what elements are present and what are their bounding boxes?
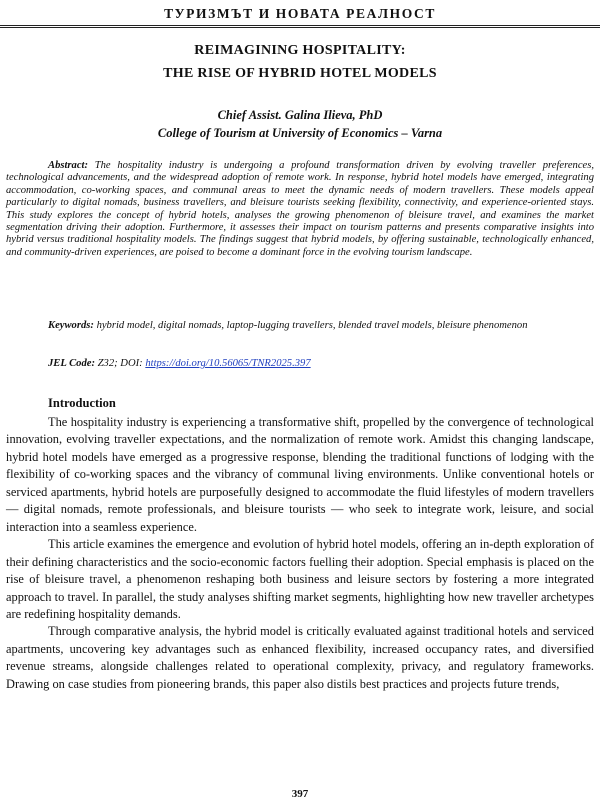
keywords-text: hybrid model, digital nomads, laptop-lugging travellers, blended travel models, bleisure phenomenon bbox=[96, 320, 528, 331]
introduction-body bbox=[6, 414, 594, 693]
jel-label: JEL Code: bbox=[48, 358, 95, 369]
keywords-label: Keywords: bbox=[48, 320, 94, 331]
abstract bbox=[6, 160, 594, 259]
author-name: Chief Assist. Galina Ilieva, PhD bbox=[217, 108, 383, 122]
doi-link[interactable]: https://doi.org/10.56065/TNR2025.397 bbox=[145, 358, 311, 369]
page-number: 397 bbox=[291, 788, 309, 800]
abstract-label: Abstract: bbox=[48, 160, 89, 171]
article-title-line-2: THE RISE OF HYBRID HOTEL MODELS bbox=[163, 66, 437, 81]
running-title: ТУРИЗМЪТ И НОВАТА РЕАЛНОСТ bbox=[164, 6, 436, 21]
keywords bbox=[6, 320, 594, 332]
article-title-line-1: REIMAGINING HOSPITALITY: bbox=[194, 43, 406, 58]
introduction-heading: Introduction bbox=[48, 396, 116, 410]
intro-paragraph-2: This article examines the emergence and evolution of hybrid hotel models, offering an in-depth exploration of their defining characteristics and the socio-economic factors fuelling their adoption. Special emphasis is placed on the rise of bleisure travel, a phenomenon reshaping both business and leisure sectors by fostering a more integrated approach to travel. In parallel, the study analyses shifting market segments, highlighting how new traveller archetypes are redefining hospitality demands. bbox=[6, 537, 594, 621]
jel-line bbox=[48, 358, 594, 370]
intro-paragraph-1: The hospitality industry is experiencing a transformative shift, propelled by the convergence of technological innovation, evolving traveller expectations, and the normalization of remote work. Amidst this changing landscape, hybrid hotel models have emerged as a progressive response, blending the traditional functions of lodging with the flexibility of co-working spaces and the vibrancy of communal living environments. Unlike conventional hotels or serviced apartments, hybrid hotels are purposefully designed to accommodate the fluid lifestyles of modern travellers — digital nomads, remote professionals, and bleisure tourists — who seek to integrate work, leisure, and social interaction into a seamless experience. bbox=[6, 415, 594, 534]
jel-codes: Z32; DOI: bbox=[97, 358, 143, 369]
author-affiliation: College of Tourism at University of Economics – Varna bbox=[157, 126, 443, 140]
intro-paragraph-3: Through comparative analysis, the hybrid model is critically evaluated against traditional hotels and serviced apartments, uncovering key advantages such as enhanced flexibility, increased occupancy rates, and diversified revenue streams, alongside challenges related to operational complexity, privacy, and regulatory frameworks. Drawing on case studies from pioneering brands, this paper also distils best practices and projects future trends, bbox=[6, 624, 594, 691]
running-header bbox=[0, 2, 600, 28]
abstract-text: The hospitality industry is undergoing a profound transformation driven by evolving traveller preferences, technological advancements, and the widespread adoption of remote work. In response, hybrid hotel models have emerged, integrating accommodation, co-working spaces, and communal areas to meet the dynamic needs of modern travellers. These models appeal particularly to digital nomads, business travellers, and bleisure tourists seeking flexibility, connectivity, and experience-oriented stays. This study explores the concept of hybrid hotels, analyses the growing phenomenon of bleisure travel, and examines the market segmentation driving their adoption. Furthermore, it assesses their impact on tourism patterns and presents comparative insights into hybrid versus traditional hospitality models. The findings suggest that hybrid models, by offering sustainable, technologically enhanced, and community-driven experiences, are poised to become a dominant force in the evolving tourism landscape. bbox=[6, 160, 594, 258]
